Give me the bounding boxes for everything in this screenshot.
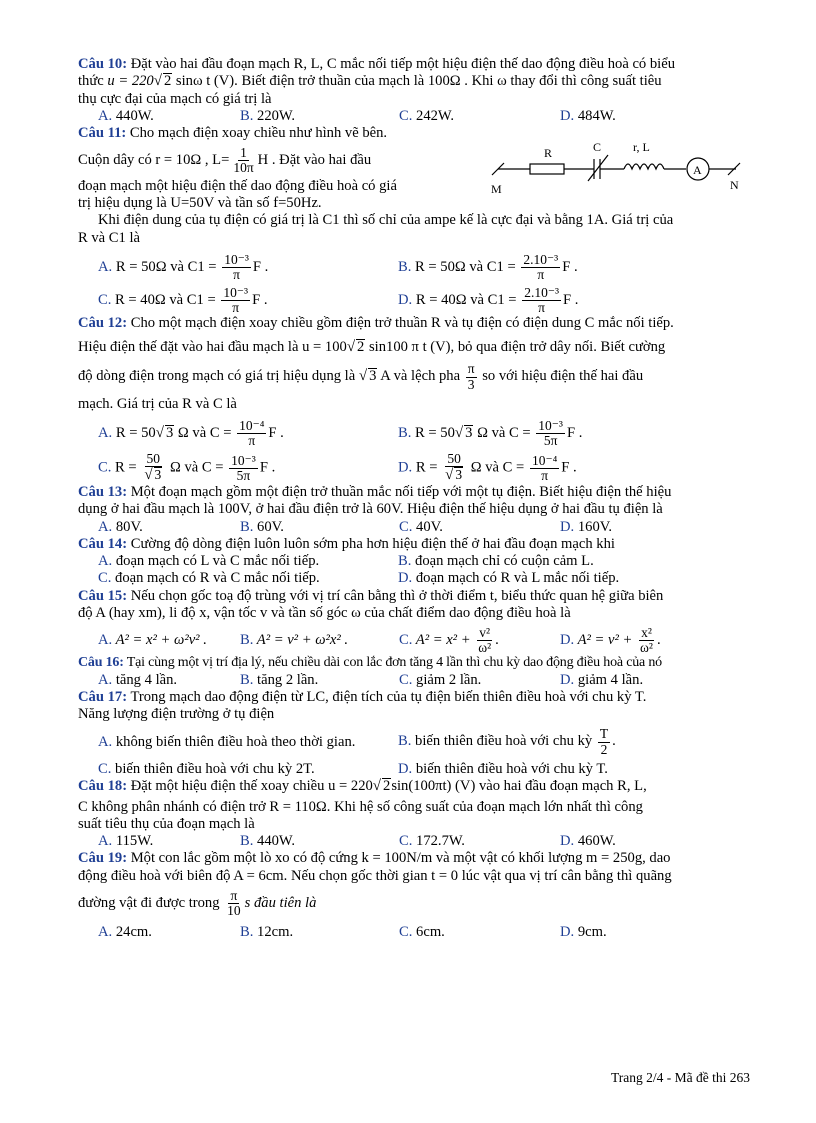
question-19: Câu 19: Một con lắc gồm một lò xo có độ cứng k = 100N/m và một vật có khối lượng m = 250g, dao động điều hoà với biên độ A = 6cm. Nếu chọn gốc thời gian t = 0 lúc vật qua vị trí cân bằng thì quãng đường vật đi được trong $\frac{\pi}{10}$ s đầu tiên là A. 24cm. B. 12cm. C. 6cm. D. 9cm. [78,850,752,941]
option-a[interactable]: A. không biến thiên điều hoà theo thời gian. [98,733,356,750]
option-d[interactable]: D. 160V. [560,518,613,535]
option-b[interactable]: B. 60V. [240,518,284,535]
options-row [78,419,752,448]
option-c[interactable]: C. đoạn mạch có R và C mắc nối tiếp. [98,570,320,587]
question-14: Câu 14: Cường độ dòng điện luôn luôn sớm pha hơn hiệu điện thế ở hai đầu đoạn mạch khi A. đoạn mạch có L và C mắc nối tiếp. B. đoạn mạch chỉ có cuộn cảm L. C. đoạn mạch có R và C mắc nối tiếp. D. đoạn mạch có R và L mắc nối tiếp. [78,536,752,588]
question-15: Câu 15: Nếu chọn gốc toạ độ trùng với vị trí cân bằng thì ở thời điểm t, biểu thức quan hệ giữa biên độ A (hay xm), li độ x, vận tốc v và tần số góc ω của chất điểm dao động điều hoà là A. A² = x² + ω²v² . B. A² = v² + ω²x² . C. A² = x² + $\frac{\text{v²}}{\text{ω²}}$ . D. A² = v² + $\frac{\text{x²}}{\text{ω²}}$ . [78,588,752,656]
option-d[interactable]: D. 484W. [560,108,616,125]
question-11 [78,125,458,212]
option-a[interactable]: A. 115W. [98,833,154,850]
question-13: Câu 13: Một đoạn mạch gồm một điện trở thuần mắc nối tiếp với một tụ điện. Biết hiệu điện thế hiệu dụng ở hai đầu mạch là 100V, ở hai đầu điện trở là 60V. Hiệu điện thế hiệu dụng ở hai đầu tụ điện là A. 80V. B. 60V. C. 40V. D. 160V. [78,484,752,536]
question-text: độ A (hay xm), li độ x, vận tốc v và tần số góc ω của chất điểm dao động điều hoà là [78,604,571,621]
question-text: đoạn mạch một hiệu điện thế dao động điều hoà có giá [78,177,397,194]
option-b[interactable]: B. 440W. [240,833,296,850]
circuit-diagram [490,137,750,197]
label-n: N [730,178,739,192]
options-row [78,553,752,570]
option-d[interactable]: D. 9cm. [560,924,607,941]
options-row [78,286,752,315]
question-text: H . Đặt vào hai đầu [257,151,372,168]
question-text: R và C1 là [78,229,141,246]
options-row [78,108,752,125]
option-c[interactable]: C. R = 40Ω và C1 = $\frac{\text{10⁻³}}{\pi}$ F . [98,285,268,316]
option-b[interactable]: B. biến thiên điều hoà với chu kỳ $\frac{T}{2}$ . [398,726,616,757]
label-m: M [491,182,502,196]
question-17: Câu 17: Trong mạch dao động điện từ LC, điện tích của tụ điện biến thiên điều hoà với chu kỳ T. Năng lượng điện trường ở tụ điện A. không biến thiên điều hoà theo thời gian. B. biến thiên điều hoà với chu kỳ $\frac{T}{2}$ . C. biến thiên điều hoà với chu kỳ 2T. D. biến thiên điều hoà với chu kỳ T. [78,689,752,778]
question-text: Đặt vào hai đầu đoạn mạch R, L, C mắc nối tiếp một hiệu điện thế dao động điều hoà có biểu [127,56,675,72]
fraction: $\frac{1}{10\pi}$ [233,144,254,175]
option-b[interactable]: B. R = 50√ 3 Ω và C = $\frac{\text{10⁻³}}{5\pi}$ F . [398,417,583,449]
options-row [78,570,752,587]
option-c[interactable]: C. biến thiên điều hoà với chu kỳ 2T. [98,760,315,777]
option-c[interactable]: C. 172.7W. [399,833,465,850]
option-c[interactable]: C. A² = x² + $\frac{\text{v²}}{\text{ω²}}$ . [399,624,499,656]
option-a[interactable]: A. 80V. [98,518,143,535]
question-12: Câu 12: Cho một mạch điện xoay chiều gồm điện trở thuần R và tụ điện có điện dung C mắc nối tiếp. Hiệu điện thế đặt vào hai đầu mạch là u = 100√ 2 sin100 π t (V), bỏ qua điện trở dây nối. Biết cường độ dòng điện trong mạch có giá trị hiệu dụng là √ 3 A và lệch pha $\frac{\pi}{3}$ so với hiệu điện thế hai đầu mạch. Giá trị của R và C là A. R = 50√ 3 Ω và C = $\frac{\text{10⁻⁴}}{\pi}$ F . B. R = 50√ 3 Ω và C = $\frac{\text{10⁻³}}{5\pi}$ F . C. R = $\frac{50}{√ 3}$ Ω và C = $\frac{\text{10⁻³}}{5\pi}$ F . D. R = $\frac{50}{√ 3}$ Ω và C = $\frac{\text{10⁻⁴}}{\pi}$ F . [78,315,752,484]
question-text: Cuộn dây có r = 10Ω , L= [78,151,230,168]
question-number: Câu 12: [78,315,128,332]
question-text: mạch. Giá trị của R và C là [78,395,237,412]
question-16: Câu 16: Tại cùng một vị trí địa lý, nếu chiều dài con lắc đơn tăng 4 lần thì chu kỳ dao động điều hoà của nó A. tăng 4 lần. B. tăng 2 lần. C. giảm 2 lần. D. giảm 4 lần. [78,655,752,689]
question-text: trị hiệu dụng là U=50V và tần số f=50Hz. [78,195,322,212]
option-a[interactable]: A. 440W. [98,108,154,125]
option-a[interactable]: A. 24cm. [98,924,152,941]
radicand: 2 [163,73,172,90]
option-c[interactable]: C. 40V. [399,518,443,535]
options-row [78,672,752,689]
option-b[interactable]: B. R = 50Ω và C1 = $\frac{\text{2.10⁻³}}{\pi}$ F . [398,251,578,282]
label-rl: r, L [633,140,650,154]
option-a[interactable]: A. R = 50Ω và C1 = $\frac{\text{10⁻³}}{\pi}$ F . [98,251,269,282]
option-d[interactable]: D. giảm 4 lần. [560,671,644,688]
question-text: C không phân nhánh có điện trở R = 110Ω. Khi hệ số công suất của đoạn mạch lớn nhất thì công [78,798,643,815]
question-18: Câu 18: Đặt một hiệu điện thế xoay chiều u = 220√ 2sin(100πt) (V) vào hai đầu đoạn mạch R, L, C không phân nhánh có điện trở R = 110Ω. Khi hệ số công suất của đoạn mạch lớn nhất thì công suất tiêu thụ của đoạn mạch là A. 115W. B. 440W. C. 172.7W. D. 460W. [78,778,752,850]
question-number: Câu 11: [78,125,127,142]
options-row [78,253,752,282]
option-b[interactable]: B. tăng 2 lần. [240,671,319,688]
option-d[interactable]: D. biến thiên điều hoà với chu kỳ T. [398,760,608,777]
question-text: dụng ở hai đầu mạch là 100V, ở hai đầu điện trở là 60V. Hiệu điện thế hiệu dụng ở hai đầu tụ điện là [78,501,663,518]
options-row [78,452,752,484]
question-text: Năng lượng điện trường ở tụ điện [78,706,275,723]
options-row [78,761,752,778]
option-d[interactable]: D. 460W. [560,833,616,850]
question-text: Khi điện dung của tụ điện có giá trị là C1 thì số chỉ của ampe kế là cực đại và bằng 1A. Giá trị của [98,212,674,229]
option-a[interactable]: A. R = 50√ 3 Ω và C = $\frac{\text{10⁻⁴}}{\pi}$ F . [98,417,284,449]
option-b[interactable]: B. đoạn mạch chỉ có cuộn cảm L. [398,553,594,570]
option-c[interactable]: C. 6cm. [399,924,445,941]
option-d[interactable]: D. R = $\frac{50}{√ 3}$ Ω và C = $\frac{\text{10⁻⁴}}{\pi}$ F . [398,451,577,484]
resistor-symbol [530,164,564,174]
question-number: Câu 10: [78,56,128,72]
option-c[interactable]: C. 242W. [399,108,455,125]
inductor-symbol [624,164,664,169]
option-a[interactable]: A. A² = x² + ω²v² . [98,632,207,649]
label-a: A [693,163,702,177]
option-c[interactable]: C. R = $\frac{50}{√ 3}$ Ω và C = $\frac{\text{10⁻³}}{5\pi}$ F . [98,451,276,484]
options-row [78,626,752,655]
option-d[interactable]: D. A² = v² + $\frac{\text{x²}}{\text{ω²}}$ . [560,624,661,656]
options-row [78,924,752,941]
option-d[interactable]: D. đoạn mạch có R và L mắc nối tiếp. [398,570,620,587]
question-text: thức [78,73,108,90]
option-c[interactable]: C. giảm 2 lần. [399,671,482,688]
option-d[interactable]: D. R = 40Ω và C1 = $\frac{\text{2.10⁻³}}{\pi}$ F . [398,285,579,316]
question-text: Cho một mạch điện xoay chiều gồm điện trở thuần R và tụ điện có điện dung C mắc nối tiếp. [127,315,674,332]
options-row [78,833,752,850]
label-c: C [593,140,602,154]
option-a[interactable]: A. tăng 4 lần. [98,671,178,688]
question-text: Cho mạch điện xoay chiều như hình vẽ bên. [126,125,388,142]
formula: u = 220 [107,73,154,90]
option-b[interactable]: B. A² = v² + ω²x² . [240,632,349,649]
question-10: Câu 10: Đặt vào hai đầu đoạn mạch R, L, C mắc nối tiếp một hiệu điện thế dao động điều hoà có biểu thức u = 220√ 2 sinω t (V). Biết điện trở thuần của mạch là 100Ω . Khi ω thay đổi thì công suất tiêu thụ cực đại của mạch có giá trị là A. 440W. B. 220W. C. 242W. D. 484W. [78,56,752,125]
options-row [78,519,752,536]
option-b[interactable]: B. 220W. [240,108,296,125]
question-text: động điều hoà với biên độ A = 6cm. Nếu chọn gốc thời gian t = 0 lúc vật qua vị trí cân bằng thì quãng [78,867,672,884]
page-footer: Trang 2/4 - Mã đề thi 263 [611,1070,750,1085]
label-r: R [544,146,553,160]
question-text: thụ cực đại của mạch có giá trị là [78,90,272,107]
options-row [78,727,752,756]
question-text: suất tiêu thụ của đoạn mạch là [78,815,255,832]
option-a[interactable]: A. đoạn mạch có L và C mắc nối tiếp. [98,553,320,570]
option-b[interactable]: B. 12cm. [240,924,294,941]
question-text: sinω t (V). Biết điện trở thuần của mạch là 100Ω . Khi ω thay đổi thì công suất tiêu [172,73,662,90]
